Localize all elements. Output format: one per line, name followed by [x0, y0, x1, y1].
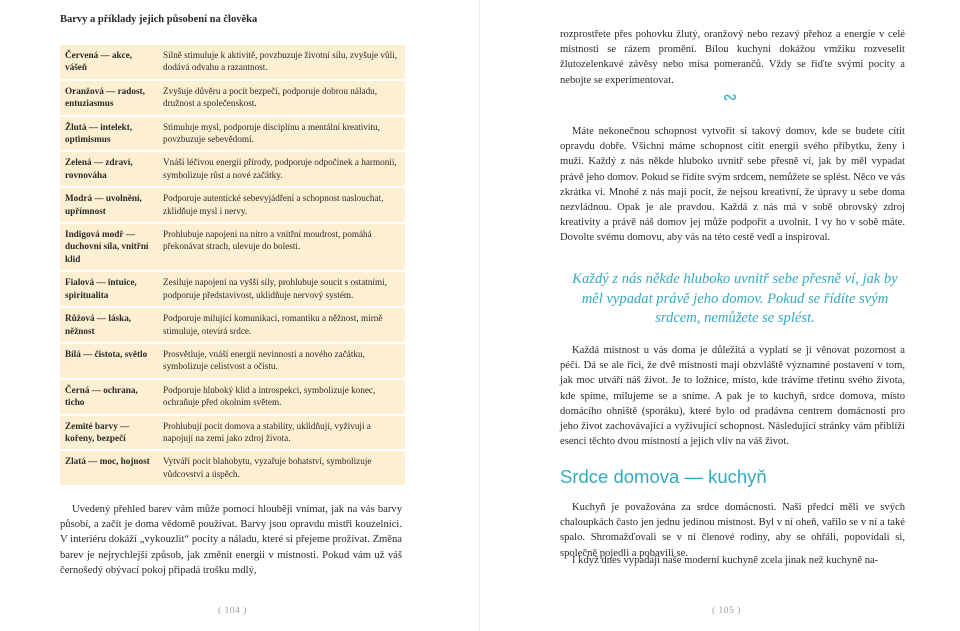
color-effect: Prosvětluje, vnáší energii nevinnosti a nového začátku, symbolizuje celistvost a očistu. — [157, 344, 405, 378]
color-effect: Stimuluje mysl, podporuje disciplínu a mentální kreativitu, povzbuzuje sebevědomí. — [157, 117, 405, 151]
color-name: Oranžová — radost, entuziasmus — [60, 81, 157, 115]
body-paragraph: Uvedený přehled barev vám může pomoci hlouběji vnímat, jak na vás barvy působí, a začít je doma vědomě používat. Barvy jsou opravdu mistři kouzelníci. V interiéru dokáží „vykouzlit“ pocity a náladu, které si přejeme prožívat. Změna barev je nejrychlejší způsob, jak změnit energii v místnosti. Pokud vám už váš černošedý obývací pokoj připadá trošku mdlý, — [60, 504, 402, 576]
body-paragraph: I když dnes vypadají naše moderní kuchyně zcela jinak než kuchyně na- — [572, 555, 879, 566]
table-row — [60, 416, 405, 450]
color-effect: Podporuje autentické sebevyjádření a schopnost naslouchat, zklidňuje mysl i nervy. — [157, 188, 405, 222]
pull-quote: Každý z nás někde hluboko uvnitř sebe přesně ví, jak by měl vypadat právě jeho domov. Pokud se řídíte svým srdcem, nemůžete se splést. — [572, 271, 898, 327]
color-name: Fialová — intuice, spiritualita — [60, 272, 157, 306]
color-name: Modrá — uvolnění, upřímnost — [60, 188, 157, 222]
table-row — [60, 344, 405, 378]
color-effect: Zesiluje napojení na vyšší síly, prohlubuje soucit s ostatními, podporuje představivost, uklidňuje nervový systém. — [157, 272, 405, 306]
right-page — [480, 0, 960, 631]
color-effect: Podporuje hluboký klid a introspekci, symbolizuje konec, ochraňuje před okolním světem. — [157, 380, 405, 414]
table-title: Barvy a příklady jejich působení na člověka — [60, 14, 258, 25]
color-name: Bílá — čistota, světlo — [60, 344, 157, 378]
ornament-icon: ∾ — [722, 87, 738, 107]
page-number: ( 105 ) — [712, 606, 741, 616]
color-name: Červená — akce, vášeň — [60, 45, 157, 79]
color-name: Zemité barvy — kořeny, bezpečí — [60, 416, 157, 450]
color-name: Růžová — láska, něžnost — [60, 308, 157, 342]
color-effect: Vnáší léčivou energii přírody, podporuje odpočinek a harmonii, symbolizuje růst a nové začátky. — [157, 152, 405, 186]
color-effect: Silně stimuluje k aktivitě, povzbuzuje životní sílu, zvyšuje vůli, dodává odvahu a razantnost. — [157, 45, 405, 79]
body-paragraph: rozprostřete přes pohovku žlutý, oranžový nebo rezavý přehoz a energie v celé místnosti se rázem promění. Bílou kuchyni dokážou vmžiku rozveselit žlutozelenkavé závěsy nebo mísa pomerančů. Vždy se řiďte svými pocity a nebojte se experimentovat. — [560, 29, 905, 86]
table-row — [60, 308, 405, 342]
table-row — [60, 188, 405, 222]
table-row — [60, 224, 405, 270]
table-row — [60, 81, 405, 115]
color-effect: Zvyšuje důvěru a pocit bezpečí, podporuje dobrou náladu, družnost a společenskost. — [157, 81, 405, 115]
table-row — [60, 272, 405, 306]
color-name: Zlatá — moc, hojnost — [60, 451, 157, 485]
color-effect: Prohlubují pocit domova a stability, uklidňují, vyživují a napojují na zemi jako zdroj života. — [157, 416, 405, 450]
body-paragraph: Každá místnost u vás doma je důležitá a vyplatí se jí věnovat pozornost a péči. Dá se ale říci, že dvě místnosti mají obzvláště významné postavení v tom, jak moc utváří náš život. Je to ložnice, místo, kde trávíme třetinu svého života, kde spíme, milujeme se a sníme. A pak je to kuchyň, srdce domova, místo domácího ohniště (sporáku), které bylo od pradávna centrem domácnosti pro jeho život zachovávající a vyživující schopnost. Následující stránky vám přiblíží esenci těchto dvou místností a jejich vliv na váš život. — [560, 345, 905, 448]
color-effect: Podporuje milující komunikaci, romantiku a něžnost, mírně stimuluje, otevírá srdce. — [157, 308, 405, 342]
table-row — [60, 380, 405, 414]
color-effect: Vytváří pocit blahobytu, vyzařuje bohatství, symbolizuje vůdcovství a úspěch. — [157, 451, 405, 485]
color-effect: Prohlubuje napojení na nitro a vnitřní moudrost, pomáhá překonávat strach, ulevuje do bolesti. — [157, 224, 405, 270]
color-effects-table — [60, 43, 405, 487]
color-name: Žlutá — intelekt, optimismus — [60, 117, 157, 151]
section-heading: Srdce domova — kuchyň — [560, 466, 767, 487]
color-name: Zelená — zdraví, rovnováha — [60, 152, 157, 186]
body-paragraph: Kuchyň je považována za srdce domácnosti. Naši předci měli ve svých chaloupkách často jen jednu jedinou místnost. Byl v ní oheň, vařilo se v ní a také spalo. Shromažďovali se v ní členové rodiny, aby se ohřáli, popovídali si, společně pojedli a pobavili se. — [560, 502, 905, 559]
table-row — [60, 451, 405, 485]
color-name: Černá — ochrana, ticho — [60, 380, 157, 414]
table-row — [60, 45, 405, 79]
page-number: ( 104 ) — [218, 606, 247, 616]
color-name: Indigová modř — duchovní síla, vnitřní klid — [60, 224, 157, 270]
body-paragraph: Máte nekonečnou schopnost vytvořit si takový domov, kde se budete cítit opravdu dobře. Všichni máme schopnost cítit energii svého příbytku, ženy i muži. Každý z nás někde hluboko uvnitř sebe přesně ví, jak by měl vypadat právě jeho domov. Pokud se řídíte svým srdcem, nemůžete se splést. Něco ve vás zkrátka ví. Mnohé z nás mají pocit, že nejsou kreativní, že úpravy u sebe doma nezvládnou. Opak je ale pravdou. Každá z nás má v sobě obrovský zdroj kreativity a právě náš domov jej může podpořit a uvolnit. I vy ho v sobě máte. Dovolte svému domovu, aby vás na této cestě vedl a inspiroval. — [560, 126, 905, 244]
table-row — [60, 117, 405, 151]
table-row — [60, 152, 405, 186]
